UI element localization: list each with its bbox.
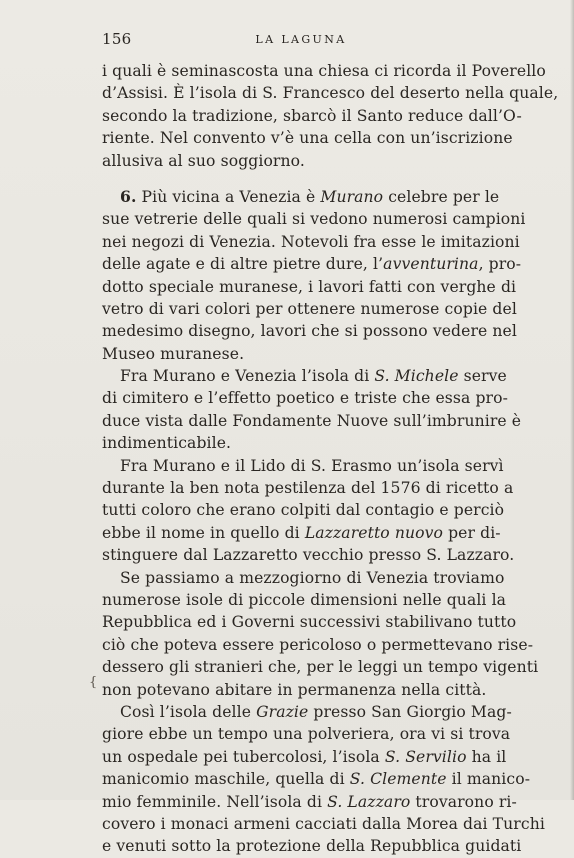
text-line: durante la ben nota pestilenza del 1576 di ricetto a [102, 479, 514, 498]
text-line: tutti coloro che erano colpiti dal contagio e perciò [102, 501, 505, 520]
text-line: Museo muranese. [102, 344, 245, 363]
body-text [102, 60, 559, 858]
text-line: ciò che poteva essere pericoloso o permettevano rise- [102, 635, 534, 654]
place-name-italic: Murano [320, 187, 384, 206]
text-line: Se passiamo a mezzogiorno di Venezia troviamo [120, 568, 505, 587]
text-fragment: Fra Murano e Venezia l’isola di [120, 367, 375, 386]
text-line: non potevano abitare in permanenza nella città. [102, 680, 487, 699]
text-line [102, 791, 517, 813]
section-gap [102, 172, 498, 186]
place-name-italic: S. Michele [374, 367, 459, 386]
text-line: dotto speciale muranese, i lavori fatti con verghe di [102, 277, 517, 296]
paragraph-2 [102, 186, 526, 365]
text-line: covero i monaci armeni cacciati dalla Morea dai Turchi [102, 814, 545, 833]
text-line [102, 746, 507, 768]
text-line: e venuti sotto la protezione della Repubblica guidati [102, 837, 522, 856]
text-line: nei negozi di Venezia. Notevoli fra esse le imitazioni [102, 232, 520, 251]
paragraph-4 [102, 455, 515, 567]
place-name-italic: S. Clemente [349, 770, 447, 789]
paragraph-3 [102, 365, 522, 455]
text-line: i quali è seminascosta una chiesa ci ricorda il Poverello [102, 62, 546, 80]
text-fragment: manicomio maschile, quella di [102, 770, 350, 789]
place-name-italic: S. Lazzaro [327, 792, 411, 811]
text-fragment: ebbe il nome in quello di [102, 523, 305, 542]
text-fragment: delle agate e di altre pietre dure, l’ [102, 255, 384, 274]
text-line: duce vista dalle Fondamente Nuove sull’imbrunire è [102, 411, 522, 430]
text-line: Repubblica ed i Governi successivi stabilivano tutto [102, 613, 517, 632]
page-edge-shadow [570, 0, 574, 800]
text-line: riente. Nel convento v’è una cella con un’iscrizione [102, 129, 513, 148]
text-line [102, 186, 498, 208]
running-head: LA LAGUNA [255, 33, 347, 46]
place-name-italic: Lazzaretto nuovo [304, 523, 444, 542]
place-name-italic: Grazie [256, 702, 309, 721]
text-fragment: un ospedale pei tubercolosi, l’isola [102, 747, 385, 766]
text-fragment: mio femminile. Nell’isola di [102, 792, 328, 811]
text-line: secondo la tradizione, sbarcò il Santo reduce dall’O- [102, 106, 522, 125]
text-fragment: per di- [443, 523, 501, 542]
text-fragment: ha il [466, 747, 507, 766]
text-line [102, 253, 522, 275]
text-line: d’Assisi. È l’isola di S. Francesco del deserto nella quale, [102, 84, 559, 103]
text-line [102, 701, 512, 723]
text-line: giore ebbe un tempo una polveriera, ora vi si trova [102, 725, 511, 744]
text-line: medesimo disegno, lavori che si possono vedere nel [102, 322, 517, 341]
text-line: vetro di vari colori per ottenere numerose copie del [102, 299, 517, 318]
text-fragment: il manico- [446, 770, 531, 789]
text-fragment: Più vicina a Venezia è [141, 187, 321, 206]
text-line: Fra Murano e il Lido di S. Erasmo un’isola servì [120, 456, 504, 475]
text-fragment: Così l’isola delle [120, 702, 257, 721]
text-line: sue vetrerie delle quali si vedono numerosi campioni [102, 210, 526, 229]
page-header [102, 30, 500, 50]
paragraph-1 [102, 60, 559, 172]
section-number: 6. [120, 186, 137, 206]
text-line: indimenticabile. [102, 434, 232, 453]
text-fragment: serve [458, 367, 507, 386]
text-line: numerose isole di piccole dimensioni nelle quali la [102, 590, 507, 609]
paragraph-5 [102, 567, 539, 701]
text-line [102, 522, 501, 544]
text-fragment: presso San Giorgio Mag- [308, 702, 512, 721]
text-line: allusiva al suo soggiorno. [102, 151, 305, 170]
text-line [102, 365, 507, 387]
text-line: di cimitero e l’effetto poetico e triste che essa pro- [102, 389, 508, 408]
paragraph-6 [102, 701, 545, 858]
page-number: 156 [102, 30, 132, 48]
place-name-italic: S. Servilio [384, 747, 467, 766]
term-italic: avventurina [383, 255, 479, 274]
text-line: stinguere dal Lazzaretto vecchio presso S. Lazzaro. [102, 546, 515, 565]
margin-bracket-mark: { [89, 675, 98, 690]
text-fragment: celebre per le [383, 187, 500, 206]
text-line: dessero gli stranieri che, per le leggi un tempo vigenti [102, 658, 539, 677]
text-fragment: , pro- [478, 255, 522, 274]
text-fragment: trovarono ri- [410, 792, 517, 811]
text-line [102, 768, 531, 790]
